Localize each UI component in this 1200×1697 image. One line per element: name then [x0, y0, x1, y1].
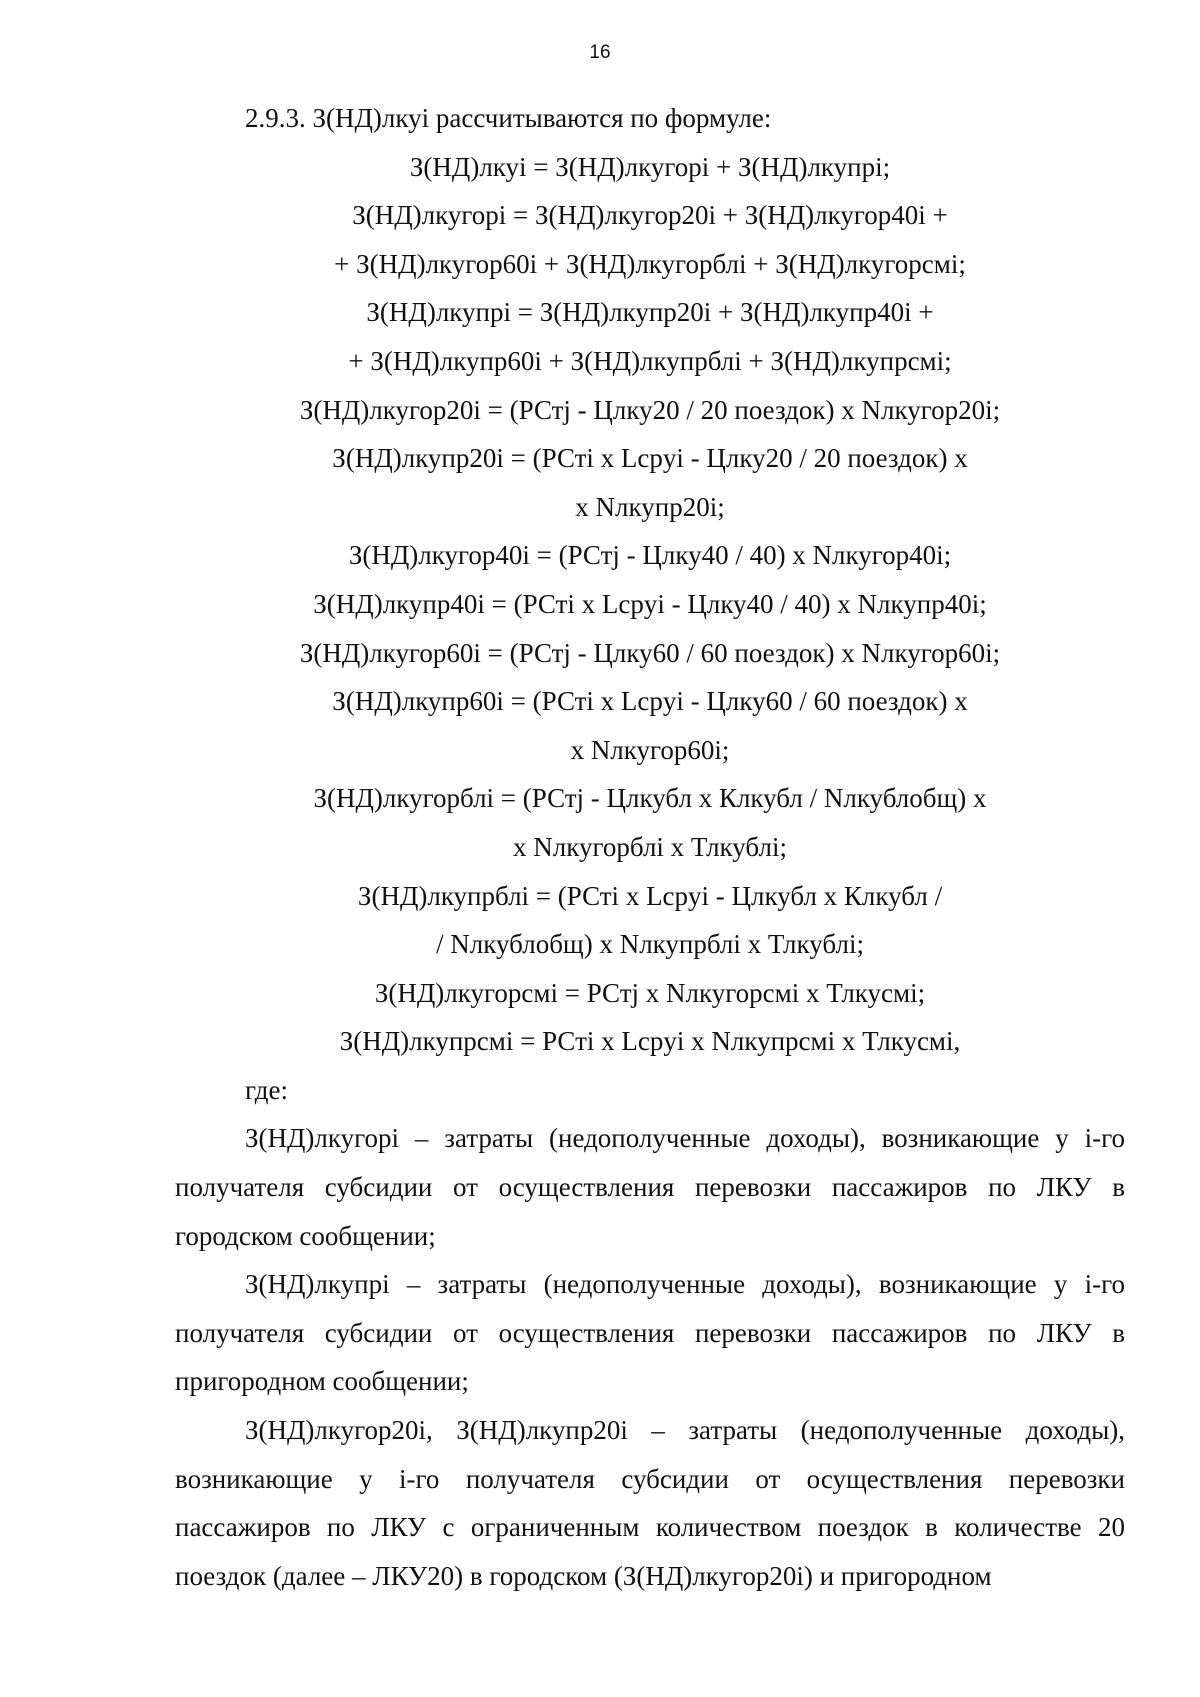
section-heading: 2.9.3. З(НД)лкуi рассчитываются по формуле:	[245, 103, 772, 133]
formula-line: x Nлкупр20i;	[575, 491, 725, 522]
where-label: где:	[245, 1074, 288, 1105]
formula-line: З(НД)лкупр20i = (РСтi x Lсрyi - Цлку20 / 20 поездок) x	[332, 443, 968, 474]
formula-block	[175, 143, 1125, 1066]
page-number: 16	[589, 42, 611, 63]
formula-line: З(НД)лкугорблi = (РСтj - Цлкубл x Клкубл / Nлкублобщ) x	[313, 783, 987, 814]
definition-paragraph: З(НД)лкупрi – затраты (недополученные доходы), возникающие у i-го получателя субсидии от осуществления перевозки пассажиров по ЛКУ в пригородном сообщении;	[175, 1269, 1125, 1397]
formula-line: З(НД)лкупрблi = (РСтi x Lсрyi - Цлкубл x Клкубл /	[357, 880, 943, 911]
formula-line: З(НД)лкугор60i = (РСтj - Цлку60 / 60 поездок) x Nлкугор60i;	[299, 637, 1001, 668]
formula-line: З(НД)лкупрсмi = РСтi x Lсрyi x Nлкупрсмi x Тлкусмi,	[339, 1026, 961, 1057]
formula-line: + З(НД)лкугор60i + З(НД)лкугорблi + З(НД)лкугорсмi;	[334, 248, 966, 279]
formula-line: x Nлкугор60i;	[570, 734, 730, 765]
formula-line: З(НД)лкупрi = З(НД)лкупр20i + З(НД)лкупр40i +	[366, 297, 934, 328]
formula-line: З(НД)лкуi = З(НД)лкугорi + З(НД)лкупрi;	[409, 151, 891, 182]
formula-line: x Nлкугорблi x Тлкублi;	[513, 831, 787, 862]
formula-line: З(НД)лкупр60i = (РСтi x Lсрyi - Цлку60 / 60 поездок) x	[332, 686, 968, 717]
formula-line: З(НД)лкугорсмi = РСтj x Nлкугорсмi x Тлкусмi;	[374, 977, 926, 1008]
formula-line: З(НД)лкугор20i = (РСтj - Цлку20 / 20 поездок) x Nлкугор20i;	[299, 394, 1001, 425]
formula-line: З(НД)лкугор40i = (РСтj - Цлку40 / 40) x Nлкугор40i;	[348, 540, 952, 571]
formula-line: З(НД)лкугорi = З(НД)лкугор20i + З(НД)лкугор40i +	[352, 200, 948, 231]
document-body	[175, 94, 1125, 1600]
definition-paragraph: З(НД)лкугор20i, З(НД)лкупр20i – затраты (недополученные доходы), возникающие у i-го получателя субсидии от осуществления перевозки пассажиров по ЛКУ с ограниченным количеством поездок в количестве 20 поездок (далее – ЛКУ20) в городском (З(НД)лкугор20i) и пригородном	[175, 1415, 1125, 1591]
formula-line: + З(НД)лкупр60i + З(НД)лкупрблi + З(НД)лкупрсмi;	[348, 345, 952, 376]
definition-paragraph: З(НД)лкугорi – затраты (недополученные доходы), возникающие у i-го получателя субсидии от осуществления перевозки пассажиров по ЛКУ в городском сообщении;	[175, 1123, 1125, 1251]
formula-line: З(НД)лкупр40i = (РСтi x Lсрyi - Цлку40 / 40) x Nлкупр40i;	[313, 588, 987, 619]
formula-line: / Nлкублобщ) x Nлкупрблi x Тлкублi;	[436, 929, 864, 960]
